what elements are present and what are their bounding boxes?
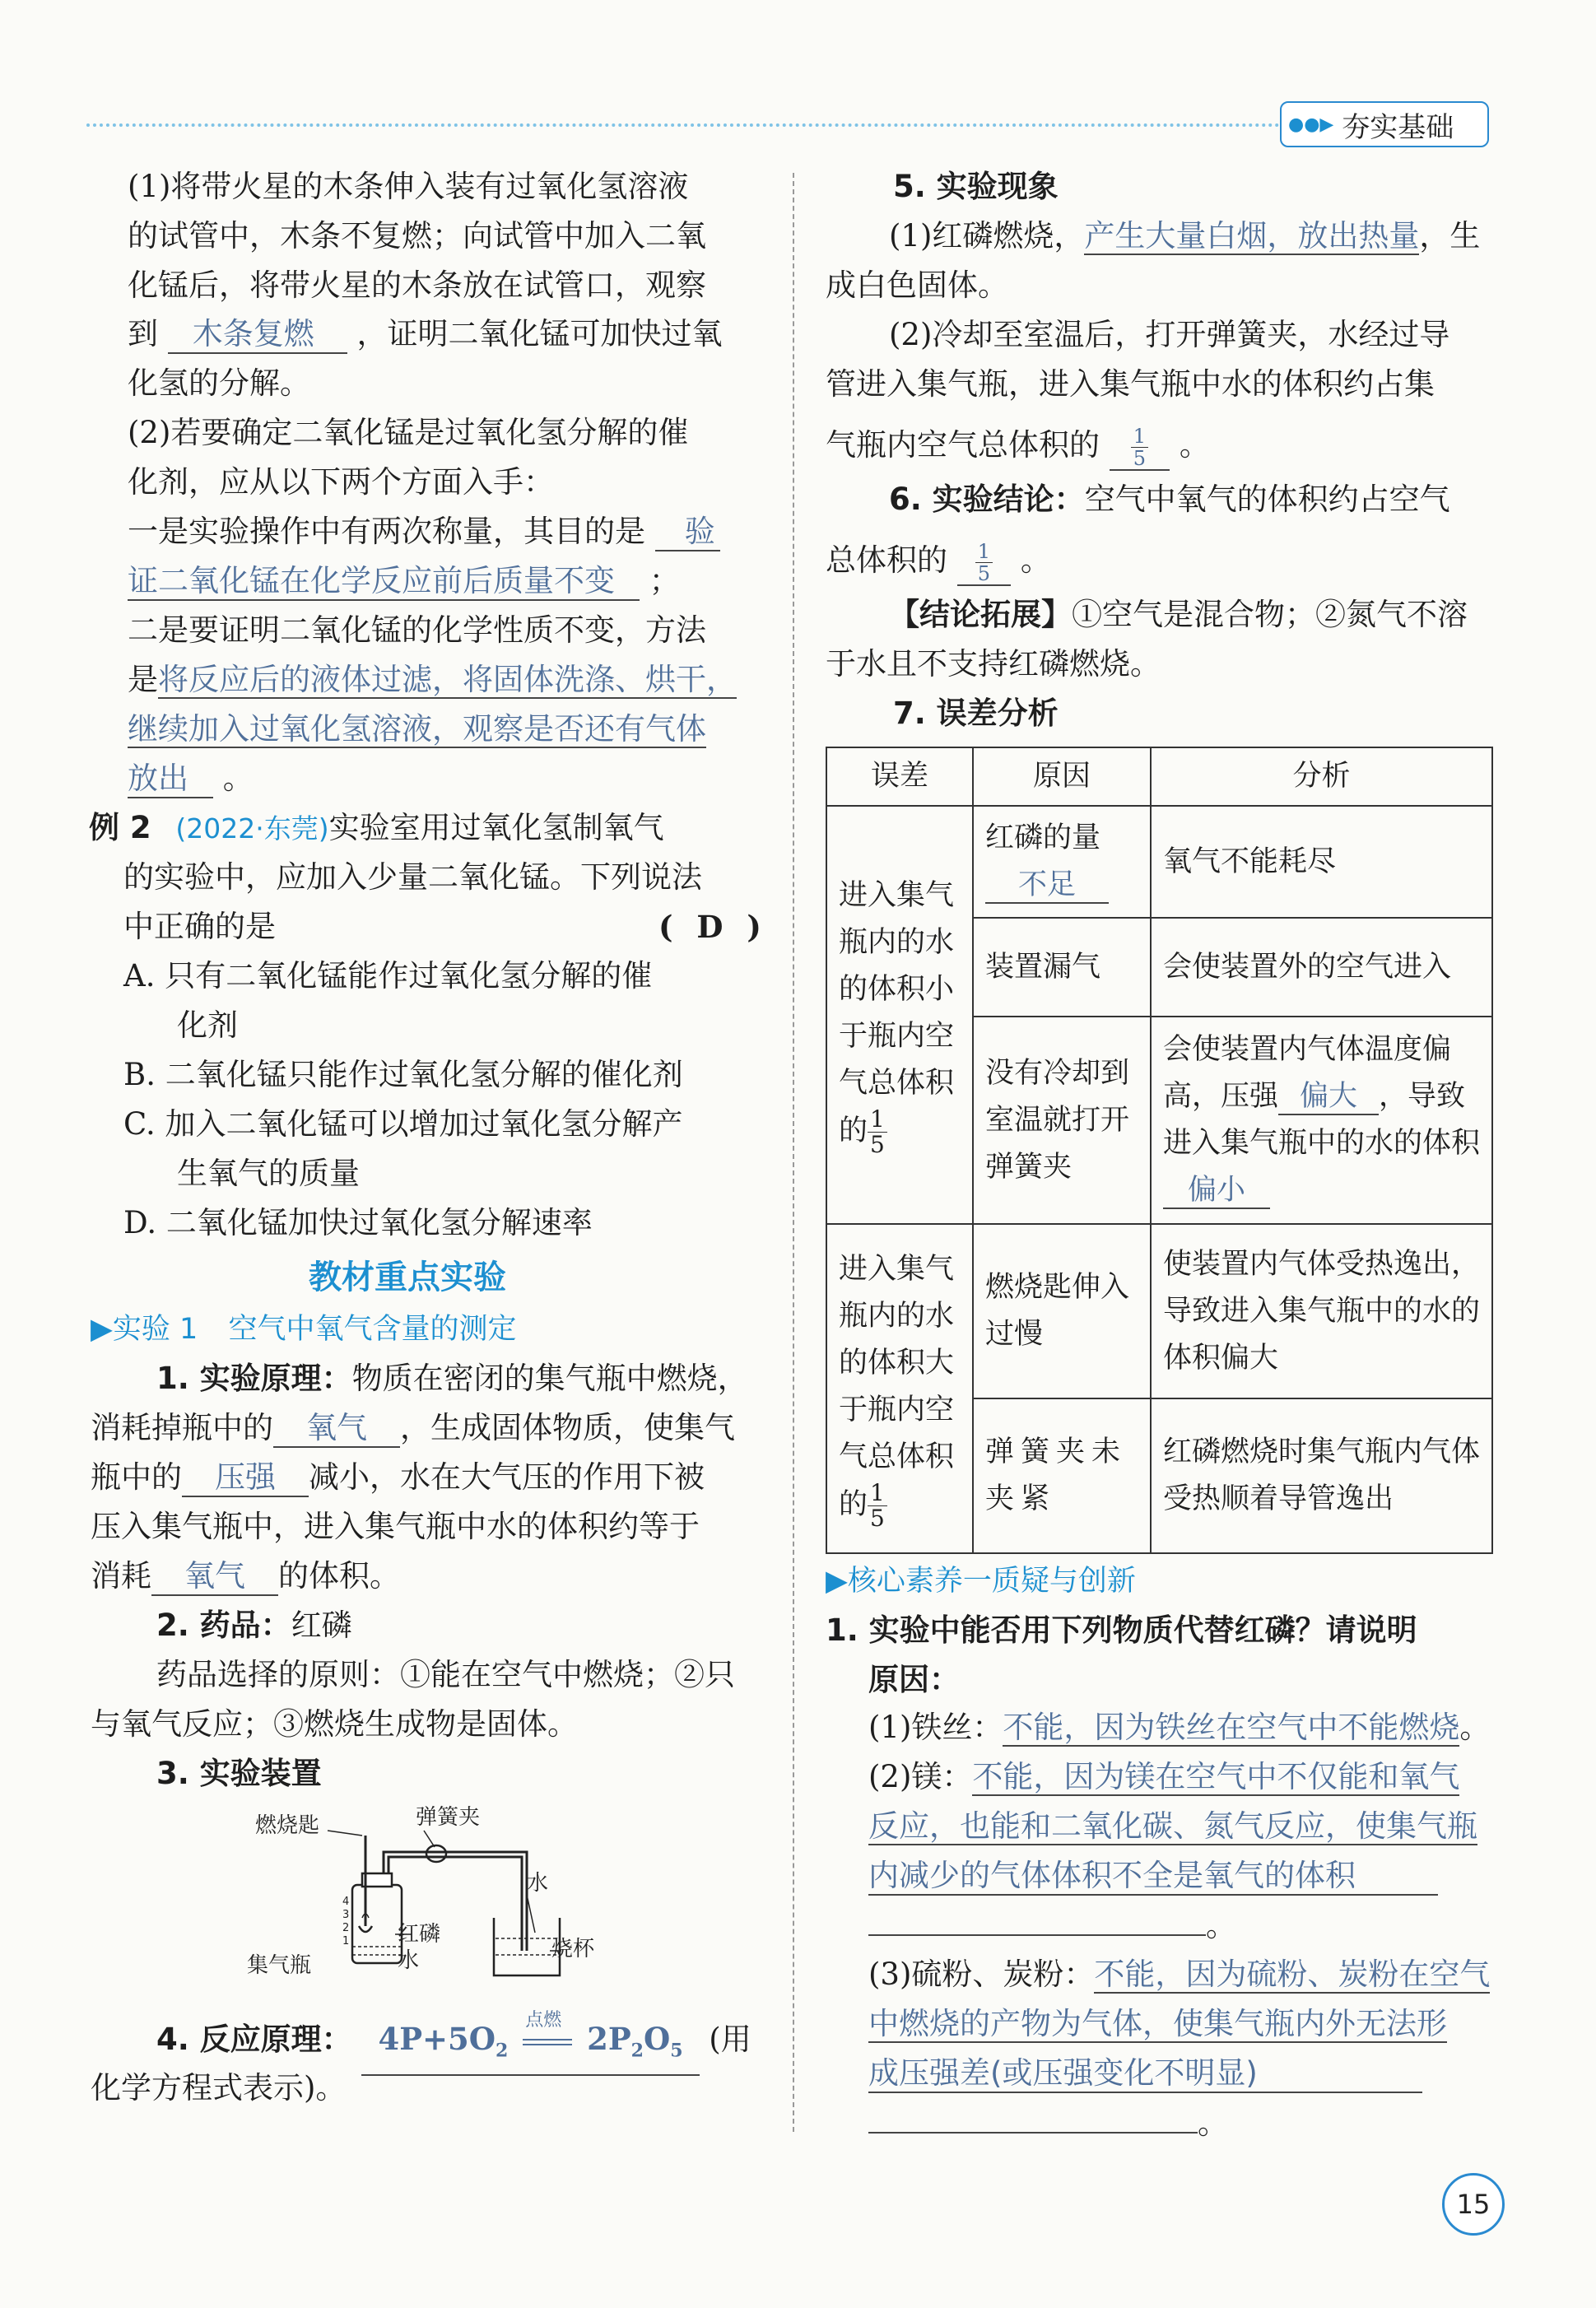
label-water-beaker: 水: [527, 1871, 549, 1896]
core-a3-blank-1: 不能，因为硫粉、炭粉在空气: [1094, 1957, 1491, 1992]
analysis-clip-loose: 红磷燃烧时集气瓶内气体受热顺着导管逸出: [1151, 1398, 1492, 1553]
scale-1: 1: [342, 1935, 350, 1947]
core-a3-line4: [868, 2099, 1228, 2147]
header-arrows-icon: ●●▶: [1288, 114, 1334, 135]
reaction-post: (用: [709, 2022, 751, 2057]
core-a1-pre: (1)铁丝：: [868, 1710, 1003, 1745]
drug-principle-line1: 药品选择的原则：①能在空气中燃烧；②只: [156, 1657, 735, 1692]
section-title: 教材重点实验: [309, 1259, 506, 1296]
eq-o: O: [643, 2021, 671, 2057]
principle-head: 1. 实验原理：: [156, 1361, 352, 1396]
table-header-error: 误差: [826, 747, 973, 806]
phenomenon-line5-post: 。: [1179, 427, 1210, 463]
phenomenon-line1: [889, 212, 1480, 260]
principle-line2: [91, 1404, 735, 1452]
q1-line4: [128, 310, 723, 358]
cause-red-phosphorus: [973, 806, 1151, 918]
core-a1-blank: 不能，因为铁丝在空气中不能燃烧: [1003, 1710, 1460, 1745]
cause-leak: 装置漏气: [973, 918, 1151, 1017]
q1-line2: 的试管中，木条不复燃；向试管中加入二氧: [128, 218, 706, 254]
example2-line2: 的实验中，应加入少量二氧化锰。下列说法: [123, 859, 702, 895]
error-analysis-head: 7. 误差分析: [893, 696, 1059, 731]
example2-line1: [89, 804, 664, 853]
example2-answer: ( D ): [658, 909, 768, 945]
phenomenon-line5: [826, 421, 1210, 471]
q2-line7: [128, 705, 706, 753]
core-a2-blank-4: [868, 1901, 1206, 1936]
eq-sub3: 5: [670, 2040, 683, 2062]
principle-line2-post: ，生成固体物质，使集气: [400, 1410, 735, 1445]
analysis-blank-high: 偏大: [1278, 1080, 1379, 1115]
conclusion-line1: [889, 476, 1450, 523]
q2-answer-2a: 将反应后的液体过滤，将固体洗涤、烘干，: [158, 662, 737, 697]
phenomenon-line4: 管进入集气瓶，进入集气瓶中水的体积约占集: [826, 366, 1435, 402]
label-water-bottle: 水: [398, 1948, 420, 1973]
core-a2-blank-3: 内减少的气体体积不全是氧气的体积: [868, 1858, 1438, 1896]
label-spring-clip: 弹簧夹: [416, 1805, 481, 1830]
error-group-small-fraction: [868, 1107, 887, 1157]
core-a3-pre: (3)硫粉、炭粉：: [868, 1957, 1095, 1992]
analysis-blank-low: 偏小: [1163, 1174, 1270, 1209]
option-b: B. 二氧化锰只能作过氧化氢分解的催化剂: [123, 1057, 683, 1092]
error-group-small: [826, 806, 973, 1224]
cause-clip-loose: 弹簧夹未夹紧: [973, 1398, 1151, 1553]
page-number: 15: [1456, 2189, 1491, 2220]
phenomenon-head: 5. 实验现象: [893, 169, 1059, 204]
principle-line5-post: 的体积。: [278, 1558, 400, 1594]
principle-line5: [91, 1552, 400, 1600]
frac-den: 5: [870, 1131, 885, 1158]
q1-line4-pre: 到: [128, 316, 158, 351]
frac-num: 1: [975, 541, 993, 563]
q2-line3-pre: 一是实验操作中有两次称量，其目的是: [128, 514, 645, 549]
principle-line5-pre: 消耗: [91, 1558, 151, 1594]
conclusion-fraction: [975, 541, 993, 584]
example2-stem: 实验室用过氧化氢制氧气: [328, 810, 664, 845]
drug-value: 红磷: [291, 1608, 352, 1643]
principle-line4: 压入集气瓶中，进入集气瓶中水的体积约等于: [91, 1509, 700, 1544]
header-badge: [1280, 101, 1489, 147]
conclusion-fraction-blank: [957, 537, 1011, 586]
analysis-oxygen-not-used: 氧气不能耗尽: [1151, 806, 1492, 918]
principle-line2-pre: 消耗掉瓶中的: [91, 1410, 273, 1445]
principle-line1: [156, 1355, 748, 1403]
q2-line6-pre: 是: [128, 662, 158, 697]
apparatus-head: 3. 实验装置: [156, 1756, 322, 1791]
q1-line3: 化锰后，将带火星的木条放在试管口，观察: [128, 268, 706, 303]
analysis-slow-spoon: 使装置内气体受热逸出，导致进入集气瓶中的水的体积偏大: [1151, 1224, 1492, 1398]
q2-line5: 二是要证明二氧化锰的化学性质不变，方法: [128, 612, 706, 648]
core-a3-blank-3: 成压强差(或压强变化不明显): [868, 2055, 1422, 2093]
label-beaker: 烧杯: [551, 1937, 595, 1961]
error-group-small-text: 进入集气瓶内的水的体积小于瓶内空气总体积的: [839, 879, 955, 1147]
phenomenon-line3: (2)冷却至室温后，打开弹簧夹，水经过导: [889, 317, 1450, 352]
conclusion-head: 6. 实验结论：: [889, 482, 1085, 517]
label-gas-bottle: 集气瓶: [247, 1953, 312, 1978]
principle-blank-oxygen-2: 氧气: [151, 1558, 278, 1596]
core-a2-pre: (2)镁：: [868, 1759, 973, 1794]
phenomenon-line5-pre: 气瓶内空气总体积的: [826, 427, 1100, 463]
core-a1-post: 。: [1459, 1710, 1491, 1745]
q2-line2: 化剂，应从以下两个方面入手：: [128, 464, 554, 500]
principle-line3-post: 减小，水在大气压的作用下被: [309, 1459, 705, 1495]
core-a2-line1: [868, 1753, 1459, 1801]
eq-condition: 点燃: [525, 2010, 562, 2031]
q2-answer-2b: 继续加入过氧化氢溶液，观察是否还有气体: [128, 711, 706, 747]
drug-head: 2. 药品：: [156, 1608, 291, 1643]
conclusion-line1-text: 空气中氧气的体积约占空气: [1084, 482, 1450, 517]
q2-line8-post: 。: [222, 761, 254, 796]
extension-line1-text: ①空气是混合物；②氮气不溶: [1072, 597, 1468, 632]
reaction-line2: 化学方程式表示)。: [91, 2070, 347, 2106]
header-title: 夯实基础: [1342, 110, 1454, 144]
eq-right: 2P: [587, 2021, 631, 2057]
scale-2: 2: [342, 1922, 350, 1934]
phenomenon-line2: 成白色固体。: [826, 268, 1008, 303]
table-header-cause: 原因: [973, 747, 1151, 806]
core-q1-line2: 原因：: [868, 1662, 960, 1697]
analysis-not-cooled-2: ，导致进入集气瓶中的水的体积: [1163, 1080, 1481, 1160]
drug-line: [156, 1602, 352, 1650]
conclusion-line2: [826, 537, 1051, 586]
table-row: [826, 806, 1492, 918]
q2-answer-2c: 放出: [128, 761, 213, 798]
scale-3: 3: [342, 1909, 350, 1921]
cause-not-cooled: 没有冷却到室温就打开弹簧夹: [973, 1017, 1151, 1224]
core-literacy-header: ▶核心素养一质疑与创新: [826, 1565, 1136, 1598]
phenomenon-line1-post: ，生: [1419, 218, 1481, 254]
extension-line2: 于水且不支持红磷燃烧。: [826, 646, 1161, 682]
option-a-line1: A. 只有二氧化锰能作过氧化氢分解的催: [123, 958, 653, 993]
core-a1: [868, 1704, 1490, 1752]
phenomenon-fraction-blank: [1110, 421, 1170, 471]
eq-sub1: 2: [496, 2040, 509, 2062]
experiment1-title: 空气中氧气含量的测定: [228, 1313, 517, 1346]
eq-left: 4P+5O: [378, 2021, 496, 2057]
q2-answer-1b: 证二氧化锰在化学反应前后质量不变: [128, 563, 640, 601]
cause-red-phosphorus-text: 红磷的量: [985, 821, 1101, 854]
option-c-line2: 生氧气的质量: [177, 1156, 360, 1191]
q1-answer-blank: 木条复燃: [168, 316, 347, 354]
core-q1-line1: 1. 实验中能否用下列物质代替红磷？请说明: [826, 1612, 1417, 1648]
principle-blank-pressure: 压强: [182, 1459, 309, 1497]
phenomenon-fraction: [1131, 426, 1148, 469]
core-a3-line3: [868, 2050, 1422, 2097]
label-red-phosphorus: 红磷: [398, 1922, 441, 1947]
conclusion-line2-post: 。: [1020, 542, 1051, 578]
extension-line1: [889, 591, 1468, 639]
principle-line1-text: 物质在密闭的集气瓶中燃烧，: [351, 1361, 748, 1396]
option-d: D. 二氧化锰加快过氧化氢分解速率: [123, 1205, 593, 1240]
q2-line4: [128, 557, 680, 605]
core-a2-line3: [868, 1852, 1438, 1900]
frac-den: 5: [1133, 447, 1147, 470]
core-a3-post: 。: [1198, 2106, 1228, 2141]
core-a2-line4: [868, 1901, 1236, 1950]
core-a3-line1: [868, 1951, 1490, 1999]
principle-line3-pre: 瓶中的: [91, 1459, 182, 1495]
reaction-equation: [361, 2010, 699, 2076]
conclusion-line2-pre: 总体积的: [826, 542, 947, 578]
analysis-not-cooled: [1151, 1017, 1492, 1224]
q2-line8: [128, 755, 254, 803]
q2-line3: [128, 508, 720, 556]
error-group-large: [826, 1224, 973, 1553]
frac-den: 5: [977, 562, 991, 585]
frac-num: 1: [1131, 426, 1148, 448]
eq-arrow: [519, 2010, 576, 2063]
phenomenon-line1-pre: (1)红磷燃烧，: [889, 218, 1085, 254]
example2-line3: 中正确的是: [123, 909, 276, 944]
gas-bottle-shape: [352, 1885, 402, 1963]
option-a-line2: 化剂: [177, 1007, 238, 1043]
analysis-leak: 会使装置外的空气进入: [1151, 918, 1492, 1017]
core-a2-line2: [868, 1803, 1477, 1850]
principle-blank-oxygen: 氧气: [273, 1410, 400, 1448]
analysis-not-cooled-1: 会使装置内气体温度偏高，压强: [1163, 1033, 1452, 1113]
extension-head: 【结论拓展】: [889, 597, 1072, 632]
cause-red-phosphorus-blank: 不足: [985, 868, 1109, 904]
scale-4: 4: [342, 1896, 350, 1908]
frac-num: 1: [868, 1107, 887, 1133]
table-row: [826, 1224, 1492, 1398]
principle-line3: [91, 1454, 705, 1501]
core-a2-blank-2: 反应，也能和二氧化碳、氮气反应，使集气瓶: [868, 1808, 1477, 1844]
core-a2-blank-1: 不能，因为镁在空气中不仅能和氧气: [972, 1759, 1460, 1794]
experiment1-header: [91, 1305, 516, 1353]
core-a3-blank-2: 中燃烧的产物为气体，使集气瓶内外无法形: [868, 2006, 1447, 2041]
core-a3-line2: [868, 2000, 1447, 2048]
reaction-head: 4. 反应原理：: [156, 2022, 352, 2057]
table-header-row: [826, 747, 1492, 806]
core-a2-post: 。: [1206, 1908, 1236, 1943]
column-divider: [793, 173, 794, 2132]
q1-line4-post: ，证明二氧化锰可加快过氧: [356, 316, 723, 351]
apparatus-diagram: [247, 1803, 626, 2008]
q1-line5: 化氢的分解。: [128, 365, 310, 401]
q2-line6: [128, 656, 737, 704]
q1-line1: (1)将带火星的木条伸入装有过氧化氢溶液: [128, 169, 689, 204]
page-number-badge: [1442, 2173, 1505, 2236]
cause-slow-spoon: 燃烧匙伸入过慢: [973, 1224, 1151, 1398]
example2-source: (2022·东莞): [175, 812, 329, 845]
header-dotted-line: [86, 123, 1280, 127]
error-group-large-fraction: [868, 1481, 887, 1531]
label-burning-spoon: 燃烧匙: [255, 1813, 320, 1838]
example2-label: 例 2: [89, 810, 151, 845]
core-a3-blank-4: [868, 2099, 1198, 2134]
q2-line1: (2)若要确定二氧化锰是过氧化氢分解的催: [128, 415, 689, 450]
eq-sub2: 2: [630, 2040, 644, 2062]
drug-principle-line2: 与氧气反应；③燃烧生成物是固体。: [91, 1706, 578, 1742]
error-group-large-text: 进入集气瓶内的水的体积大于瓶内空气总体积的: [839, 1253, 955, 1521]
table-header-analysis: 分析: [1151, 747, 1492, 806]
phenomenon-blank: 产生大量白烟，放出热量: [1084, 218, 1420, 254]
q2-answer-1a: 验: [655, 514, 720, 551]
experiment1-label: ▶实验 1: [91, 1313, 198, 1346]
frac-den: 5: [870, 1505, 885, 1532]
option-c-line1: C. 加入二氧化锰可以增加过氧化氢分解产: [123, 1106, 683, 1142]
frac-num: 1: [868, 1481, 887, 1506]
error-analysis-table: [826, 747, 1493, 1554]
q2-line4-post: ；: [649, 563, 680, 598]
